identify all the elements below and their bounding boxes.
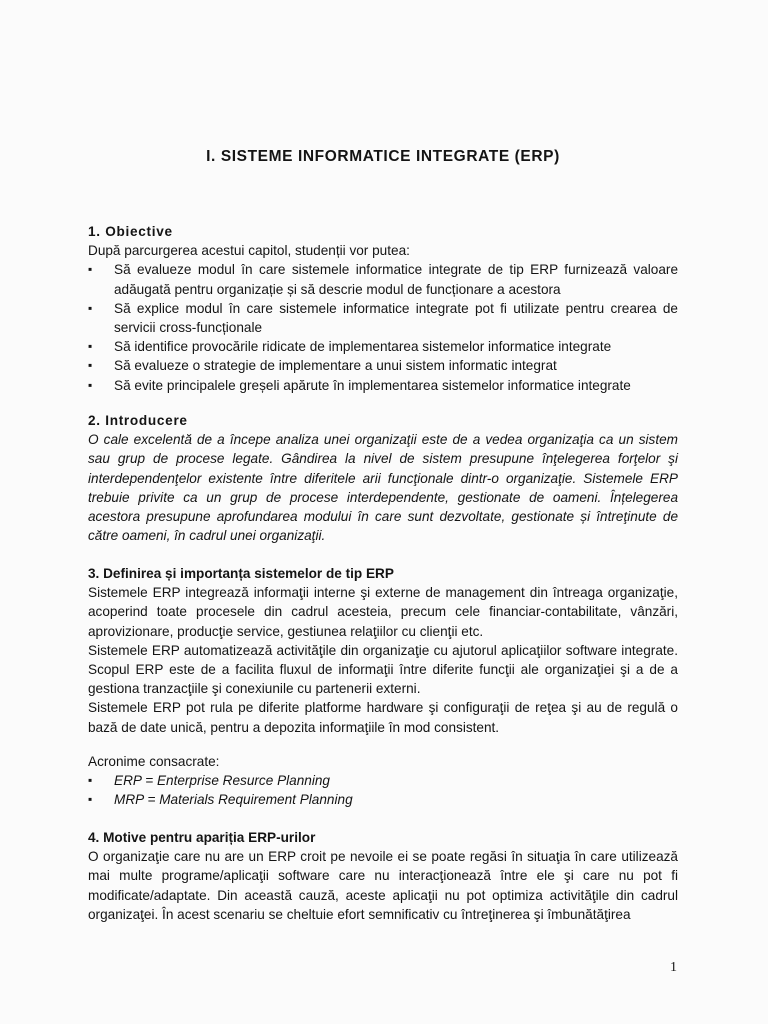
section-heading-introduction: 2. Introducere — [88, 413, 188, 428]
list-item: ▪ Să explice modul în care sistemele informatice integrate pot fi utilizate pentru crearea de servicii cross-funcționale — [88, 299, 678, 337]
introduction-paragraph: O cale excelentă de a începe analiza unei organizaţii este de a vedea organizaţia ca un sistem sau grup de procese legate. Gândirea la nivel de sistem presupune înţelegerea forţelor şi interdependenţelor existente între diferitele arii funcţionale dintr-o organizaţie. Sistemele ERP trebuie privite ca un grup de procese interdependente, gestionate de oameni. Înțelegerea acestora presupune aprofundarea modului în care sunt dezvoltate, gestionate și întreţinute de către oameni, în cadrul unei organizaţii. — [88, 432, 678, 544]
list-item: ▪ Să identifice provocările ridicate de implementarea sistemelor informatice integrate — [88, 337, 678, 356]
section-acronyms — [88, 752, 678, 810]
page-number: 1 — [670, 960, 677, 975]
section-heading-objectives: 1. Obiective — [88, 224, 173, 239]
list-item: ▪ Să evite principalele greșeli apărute în implementarea sistemelor informatice integrate — [88, 376, 678, 395]
reasons-paragraph: O organizaţie care nu are un ERP croit pe nevoile ei se poate regăsi în situaţia în care utilizează mai multe programe/aplicaţii software care nu interacţionează între ele şi care nu pot fi modificate/adaptate. Din această cauză, aceste aplicaţii nu pot optimiza activităţile din cadrul organizaţei. În acest scenariu se cheltuie efort semnificativ cu întreţinerea şi îmbunătăţirea — [88, 849, 678, 922]
acronyms-label: Acronime consacrate: — [88, 754, 220, 769]
objectives-list — [88, 260, 678, 394]
list-item: ▪ ERP = Enterprise Resurce Planning — [88, 771, 678, 790]
definition-paragraph-1: Sistemele ERP integrează informaţii interne şi externe de management din întreaga organizaţie, acoperind toate procesele din cadrul acesteia, precum cele financiar-contabilitate, vânzări, aprovizionare, producţie service, gestiunea relaţiilor cu clienţii etc. — [88, 585, 678, 639]
section-reasons — [88, 828, 678, 924]
definition-paragraph-3: Sistemele ERP pot rula pe diferite platforme hardware şi configuraţii de reţea şi au de regulă o bază de date unică, pentru a depozita informaţiile în mod consistent. — [88, 700, 678, 735]
section-objectives — [88, 222, 678, 395]
acronyms-list — [88, 771, 678, 809]
section-heading-definition: 3. Definirea și importanța sistemelor de tip ERP — [88, 566, 394, 581]
list-item: ▪ Să evalueze modul în care sistemele informatice integrate de tip ERP furnizează valoare adăugată pentru organizație și să descrie modul de funcționare a acestora — [88, 260, 678, 298]
definition-paragraph-2: Sistemele ERP automatizează activităţile din organizaţie cu ajutorul aplicaţiilor software integrate. Scopul ERP este de a facilita fluxul de informaţii între diferite funcţii ale organizaţiei şi a de a gestiona tranzacţiile şi conexiunile cu partenerii externi. — [88, 642, 678, 697]
list-item: ▪ Să evalueze o strategie de implementare a unui sistem informatic integrat — [88, 356, 678, 375]
section-definition — [88, 564, 678, 737]
section-heading-reasons: 4. Motive pentru apariția ERP-urilor — [88, 830, 316, 845]
section-introduction — [88, 411, 678, 545]
objectives-intro: După parcurgerea acestui capitol, studenții vor putea: — [88, 243, 410, 259]
page-title: I. SISTEME INFORMATICE INTEGRATE (ERP) — [206, 148, 560, 165]
list-item: ▪ MRP = Materials Requirement Planning — [88, 790, 678, 809]
